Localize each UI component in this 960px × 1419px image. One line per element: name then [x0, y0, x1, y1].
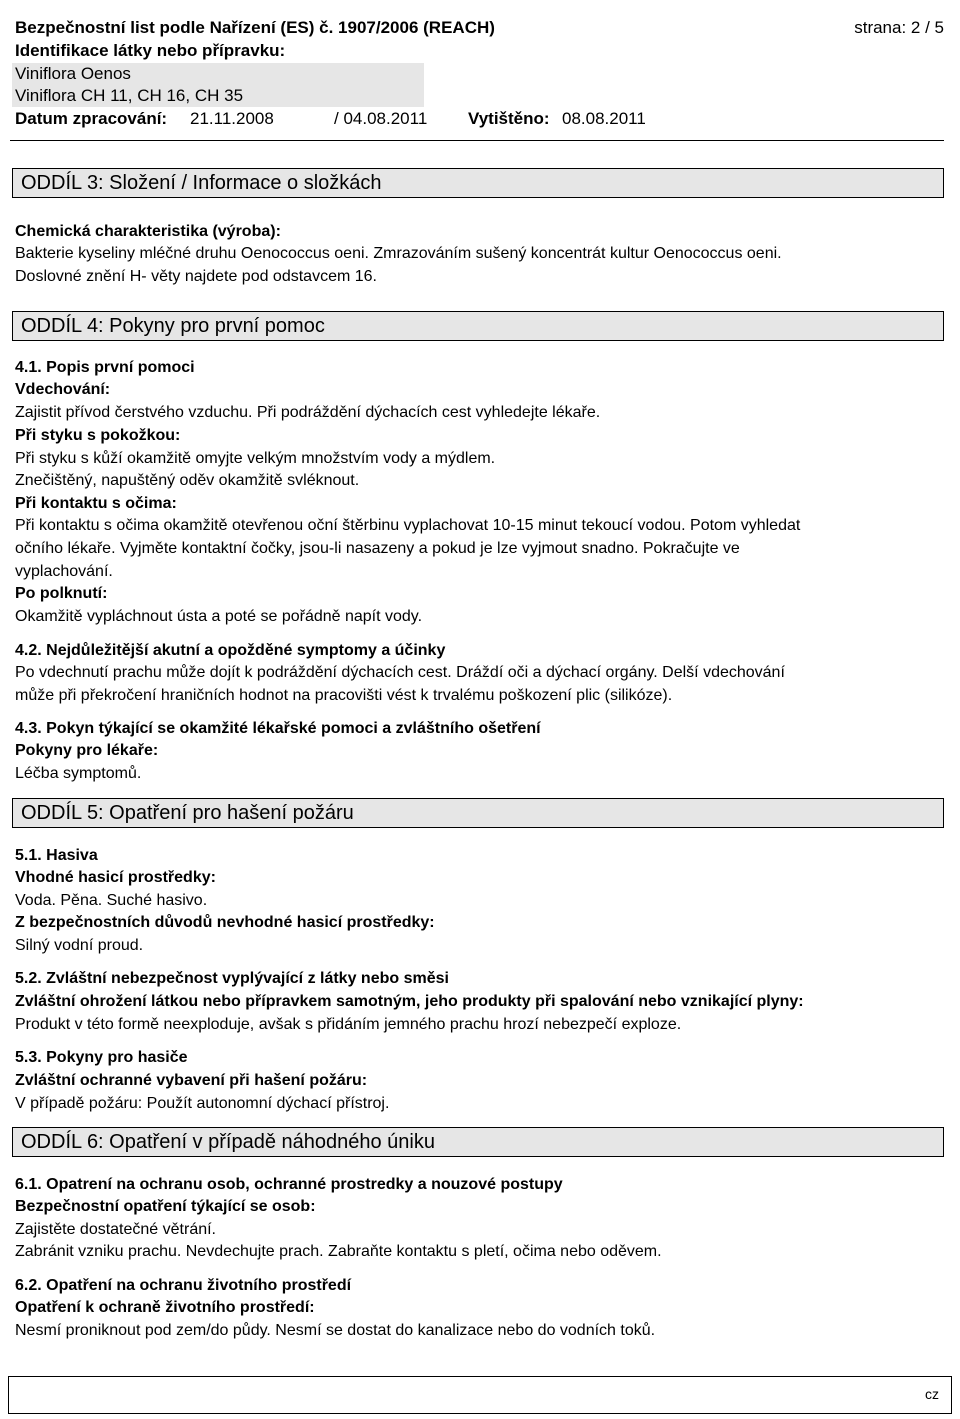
- subsection-4-1: 4.1. Popis první pomoci: [15, 359, 195, 376]
- chemical-characteristic-label: Chemická charakteristika (výroba):: [15, 223, 281, 240]
- inhalation-label: Vdechování:: [15, 381, 111, 398]
- subsection-6-2: 6.2. Opatření na ochranu životního prostředí: [15, 1277, 352, 1294]
- section-5-header: [12, 798, 944, 828]
- eye-contact-label: Při kontaktu s očima:: [15, 495, 177, 512]
- identification-label: Identifikace látky nebo přípravku:: [15, 41, 286, 60]
- date-value: 21.11.2008: [190, 109, 274, 128]
- eye-contact-text-2: očního lékaře. Vyjměte kontaktní čočky, jsou-li nasazeny a pokud je lze vyjmout snadno. Pokračujte ve: [15, 540, 740, 557]
- chemical-characteristic-text: Bakterie kyseliny mléčné druhu Oenococcus oeni. Zmrazováním sušený koncentrát kultur Oenococcus oeni.: [15, 245, 782, 262]
- ingestion-label: Po polknutí:: [15, 585, 108, 602]
- environmental-precautions-text: Nesmí proniknout pod zem/do půdy. Nesmí se dostat do kanalizace nebo do vodních toků.: [15, 1322, 656, 1339]
- personal-precautions-label: Bezpečnostní opatření týkající se osob:: [15, 1198, 316, 1215]
- header-divider: [10, 140, 944, 141]
- skin-contact-text-2: Znečištěný, napuštěný oděv okamžitě svléknout.: [15, 472, 360, 489]
- unsuitable-media-text: Silný vodní proud.: [15, 937, 144, 954]
- subsection-5-3: 5.3. Pokyny pro hasiče: [15, 1049, 188, 1066]
- section-4-header: [12, 311, 944, 341]
- inhalation-text: Zajistit přívod čerstvého vzduchu. Při podráždění dýchacích cest vyhledejte lékaře.: [15, 404, 601, 421]
- doctor-notes-label: Pokyny pro lékaře:: [15, 742, 159, 759]
- printed-value: 08.08.2011: [562, 109, 646, 128]
- symptoms-text-2: může při překročení hraničních hodnot na pracovišti vést k trvalému poškození plic (silikóze).: [15, 687, 673, 704]
- protective-equipment-label: Zvláštní ochranné vybavení při hašení požáru:: [15, 1072, 368, 1089]
- product-name: Viniflora Oenos: [15, 64, 131, 83]
- document-title: Bezpečnostní list podle Nařízení (ES) č. 1907/2006 (REACH): [15, 18, 495, 37]
- language-code: cz: [925, 1386, 939, 1402]
- environmental-precautions-label: Opatření k ochraně životního prostředí:: [15, 1299, 315, 1316]
- subsection-5-1: 5.1. Hasiva: [15, 847, 98, 864]
- special-hazards-text: Produkt v této formě neexploduje, avšak s přidáním jemného prachu hrozí nebezpečí exploze.: [15, 1016, 682, 1033]
- special-hazards-label: Zvláštní ohrožení látkou nebo přípravkem samotným, jeho produkty při spalování nebo vznikající plyny:: [15, 993, 804, 1010]
- personal-precautions-text-1: Zajistěte dostatečné větrání.: [15, 1221, 216, 1238]
- section-6-title: ODDÍL 6: Opatření v případě náhodného úniku: [21, 1131, 435, 1153]
- protective-equipment-text: V případě požáru: Použít autonomní dýchací přístroj.: [15, 1095, 390, 1112]
- subsection-4-2: 4.2. Nejdůležitější akutní a opožděné symptomy a účinky: [15, 642, 446, 659]
- eye-contact-text-1: Při kontaktu s očima okamžitě otevřenou oční štěrbinu vyplachovat 10-15 minut tekoucí vodou. Potom vyhledat: [15, 517, 801, 534]
- footer-box: [8, 1376, 952, 1414]
- section-5-title: ODDÍL 5: Opatření pro hašení požáru: [21, 802, 354, 824]
- revision-date: / 04.08.2011: [334, 109, 428, 128]
- skin-contact-label: Při styku s pokožkou:: [15, 427, 181, 444]
- subsection-5-2: 5.2. Zvláštní nebezpečnost vyplývající z látky nebo směsi: [15, 970, 449, 987]
- doctor-notes-text: Léčba symptomů.: [15, 765, 142, 782]
- section-6-header: [12, 1127, 944, 1157]
- subsection-6-1: 6.1. Opatrení na ochranu osob, ochranné prostredky a nouzové postupy: [15, 1176, 563, 1193]
- date-label: Datum zpracování:: [15, 109, 168, 128]
- subsection-4-3: 4.3. Pokyn týkající se okamžité lékařské pomoci a zvláštního ošetření: [15, 720, 541, 737]
- personal-precautions-text-2: Zabránit vzniku prachu. Nevdechujte prach. Zabraňte kontaktu s pletí, očima nebo oděvem.: [15, 1243, 662, 1260]
- suitable-media-label: Vhodné hasicí prostředky:: [15, 869, 216, 886]
- suitable-media-text: Voda. Pěna. Suché hasivo.: [15, 892, 208, 909]
- unsuitable-media-label: Z bezpečnostních důvodů nevhodné hasicí prostředky:: [15, 914, 435, 931]
- section-3-title: ODDÍL 3: Složení / Informace o složkách: [21, 172, 382, 194]
- section-3-header: [12, 168, 944, 198]
- product-variants: Viniflora CH 11, CH 16, CH 35: [15, 86, 244, 105]
- symptoms-text-1: Po vdechnutí prachu může dojít k podráždění dýchacích cest. Dráždí oči a dýchací orgány. Delší vdechování: [15, 664, 785, 681]
- printed-label: Vytištěno:: [468, 109, 550, 128]
- eye-contact-text-3: vyplachování.: [15, 563, 113, 580]
- skin-contact-text-1: Při styku s kůží okamžitě omyjte velkým množstvím vody a mýdlem.: [15, 450, 496, 467]
- section-4-title: ODDÍL 4: Pokyny pro první pomoc: [21, 315, 325, 337]
- h-phrases-note: Doslovné znění H- věty najdete pod odstavcem 16.: [15, 268, 377, 285]
- page-number: strana: 2 / 5: [854, 18, 944, 37]
- ingestion-text: Okamžitě vypláchnout ústa a poté se pořádně napít vody.: [15, 608, 423, 625]
